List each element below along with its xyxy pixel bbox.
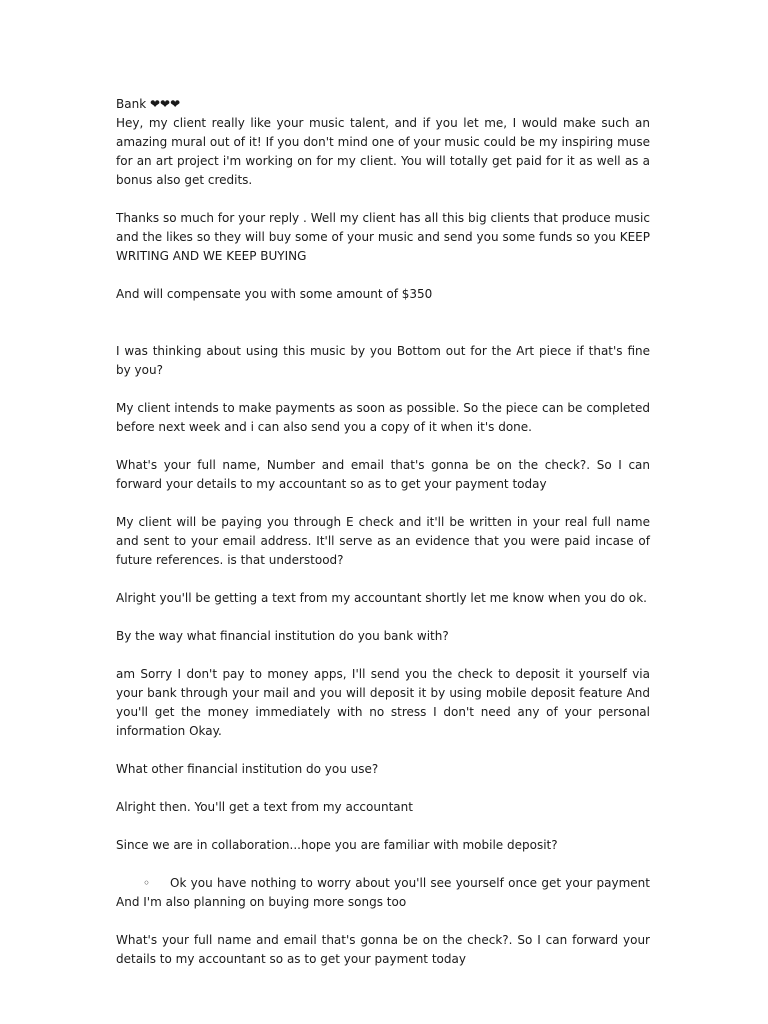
paragraph-3: And will compensate you with some amount of $350 [116,287,433,301]
paragraph-6: What's your full name, Number and email that's gonna be on the check?. So I can forward your details to my accountant so as to get your payment today [116,458,650,491]
paragraph-4: I was thinking about using this music by you Bottom out for the Art piece if that's fine by you? [116,344,650,377]
paragraph-12: Alright then. You'll get a text from my accountant [116,800,413,814]
paragraph-5: My client intends to make payments as soon as possible. So the piece can be completed before next week and i can also send you a copy of it when it's done. [116,401,650,434]
document-body [116,95,650,988]
paragraph-1: Hey, my client really like your music talent, and if you let me, I would make such an amazing mural out of it! If you don't mind one of your music could be my inspiring muse for an art project i'm working on for my client. You will totally get paid for it as well as a bonus also get credits. [116,116,650,187]
paragraph-last: What's your full name and email that's gonna be on the check?. So I can forward your details to my accountant so as to get your payment today [116,933,650,966]
blank-line [116,323,650,342]
bullet-circle-icon: ◦ [143,876,151,890]
paragraph-11: What other financial institution do you use? [116,762,379,776]
paragraph-8: Alright you'll be getting a text from my accountant shortly let me know when you do ok. [116,591,647,605]
paragraph-13: Since we are in collaboration...hope you are familiar with mobile deposit? [116,838,558,852]
paragraph-7: My client will be paying you through E check and it'll be written in your real full name and sent to your email address. It'll serve as an evidence that you were paid incase of future references. is that understood? [116,515,650,567]
bullet-item [116,874,650,912]
title-line: Bank ❤❤❤ [116,97,181,111]
bullet-item-text: Ok you have nothing to worry about you'll see yourself once get your payment And I'm also planning on buying more songs too [116,876,650,909]
paragraph-2: Thanks so much for your reply . Well my client has all this big clients that produce music and the likes so they will buy some of your music and send you some funds so you KEEP WRITING AND WE KEEP BUYING [116,211,650,263]
paragraph-9: By the way what financial institution do you bank with? [116,629,449,643]
paragraph-10: am Sorry I don't pay to money apps, I'll send you the check to deposit it yourself via your bank through your mail and you will deposit it by using mobile deposit feature And you'll get the money immediately with no stress I don't need any of your personal information Okay. [116,667,650,738]
